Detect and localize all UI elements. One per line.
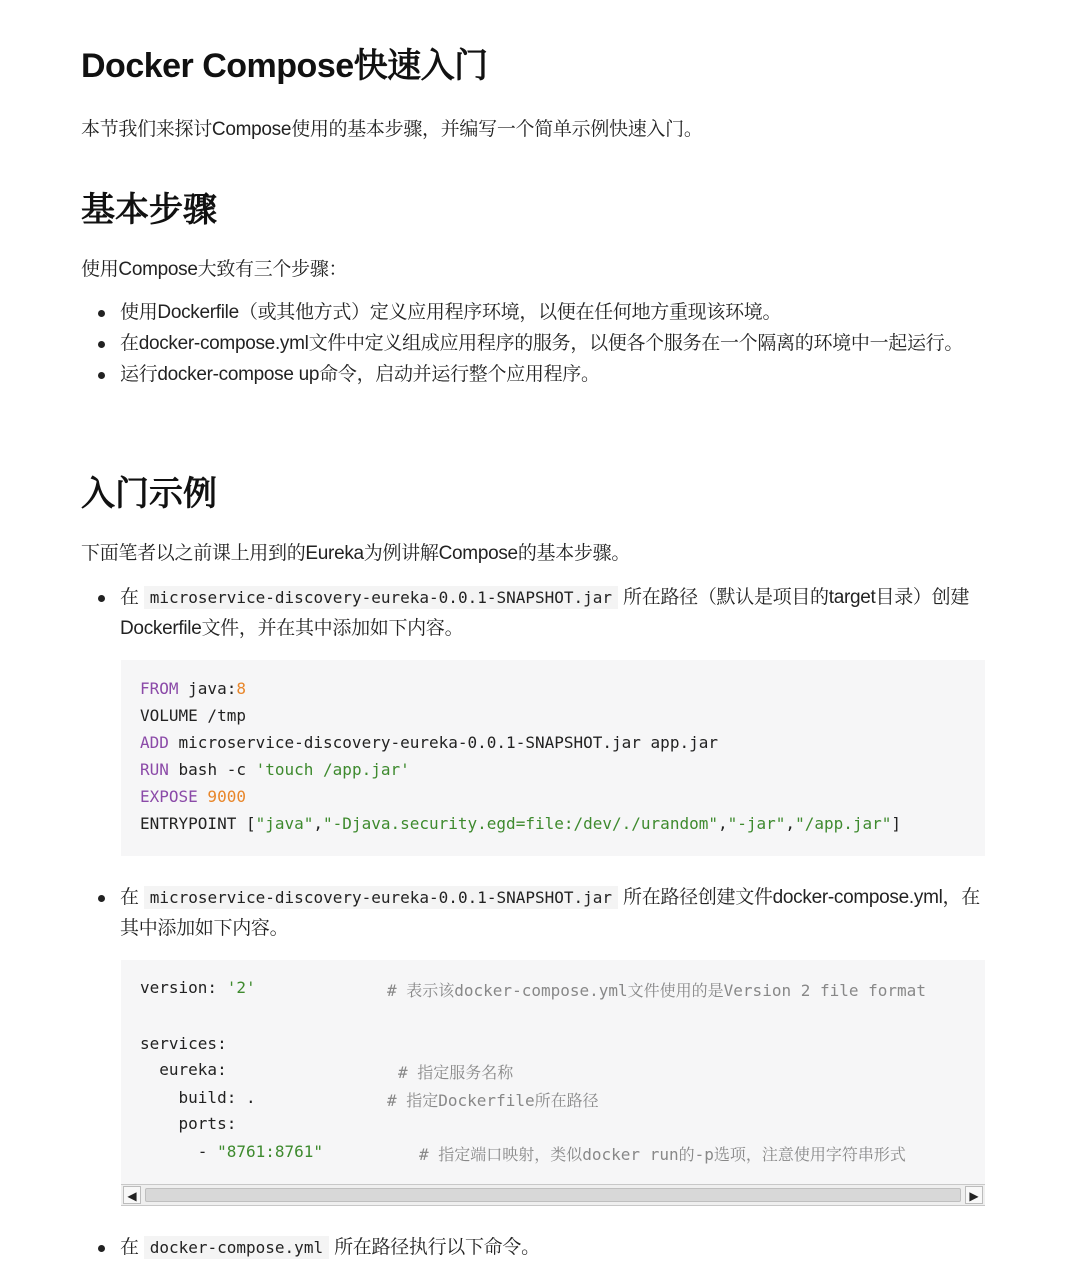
code-line: ports: (140, 1114, 237, 1133)
code-line: EXPOSE 9000 (140, 787, 246, 806)
example-steps-list-1 (0, 582, 980, 644)
step-text: 所在路径（默认是项目的target目录）创建Dockerfile文件，并在其中添加如下内容。 (120, 587, 970, 639)
dockerfile-code-block (121, 660, 985, 856)
inline-code-compose-file: docker-compose.yml (144, 1236, 329, 1259)
code-line: ENTRYPOINT ["java","-Djava.security.egd=file:/dev/./urandom","-jar","/app.jar"] (140, 814, 902, 833)
code-line: VOLUME /tmp (140, 706, 246, 725)
basic-steps-lead: 使用Compose大致有三个步骤： (81, 259, 348, 280)
step-prefix: 在 (120, 587, 139, 608)
example-steps-list-3 (0, 1232, 980, 1263)
compose-code-block (121, 960, 985, 1184)
scroll-right-icon[interactable]: ▶ (965, 1186, 983, 1204)
step-prefix: 在 (120, 887, 139, 908)
code-line: - "8761:8761" (140, 1142, 324, 1161)
code-line: ADD microservice-discovery-eureka-0.0.1-SNAPSHOT.jar app.jar (140, 733, 718, 752)
scrollbar-thumb[interactable] (145, 1188, 961, 1202)
step-prefix: 在 (120, 1237, 139, 1258)
list-item: 使用Dockerfile（或其他方式）定义应用程序环境，以便在任何地方重现该环境。 (0, 297, 980, 328)
step-text: 所在路径执行以下命令。 (334, 1237, 540, 1258)
page-title: Docker Compose快速入门 (81, 47, 488, 85)
code-line: RUN bash -c 'touch /app.jar' (140, 760, 410, 779)
code-comment: # 指定端口映射，类似docker run的-p选项，注意使用字符串形式 (419, 1145, 906, 1164)
list-item (0, 582, 980, 644)
inline-code-jar: microservice-discovery-eureka-0.0.1-SNAPSHOT.jar (144, 586, 618, 609)
section-heading-example: 入门示例 (81, 475, 217, 513)
inline-code-jar: microservice-discovery-eureka-0.0.1-SNAPSHOT.jar (144, 886, 618, 909)
horizontal-scrollbar[interactable] (121, 1184, 985, 1206)
intro-paragraph: 本节我们来探讨Compose使用的基本步骤，并编写一个简单示例快速入门。 (81, 119, 703, 140)
code-line: build: . (140, 1088, 256, 1107)
code-comment: # 表示该docker-compose.yml文件使用的是Version 2 file format (387, 981, 926, 1000)
list-item (0, 882, 980, 944)
basic-steps-list (0, 297, 980, 390)
section-heading-basic-steps: 基本步骤 (81, 191, 217, 229)
list-item: 在docker-compose.yml文件中定义组成应用程序的服务，以便各个服务在一个隔离的环境中一起运行。 (0, 328, 980, 359)
code-line: eureka: (140, 1060, 227, 1079)
scroll-left-icon[interactable]: ◀ (123, 1186, 141, 1204)
list-item (0, 1232, 980, 1263)
code-line: version: '2' (140, 978, 256, 997)
example-lead: 下面笔者以之前课上用到的Eureka为例讲解Compose的基本步骤。 (81, 543, 631, 564)
list-item: 运行docker-compose up命令，启动并运行整个应用程序。 (0, 359, 980, 390)
code-line: services: (140, 1034, 227, 1053)
example-steps-list-2 (0, 882, 980, 944)
code-line: FROM java:8 (140, 679, 246, 698)
code-comment: # 指定Dockerfile所在路径 (387, 1091, 599, 1110)
code-comment: # 指定服务名称 (398, 1063, 514, 1082)
step-text: 所在路径创建文件docker-compose.yml，在其中添加如下内容。 (120, 887, 980, 939)
